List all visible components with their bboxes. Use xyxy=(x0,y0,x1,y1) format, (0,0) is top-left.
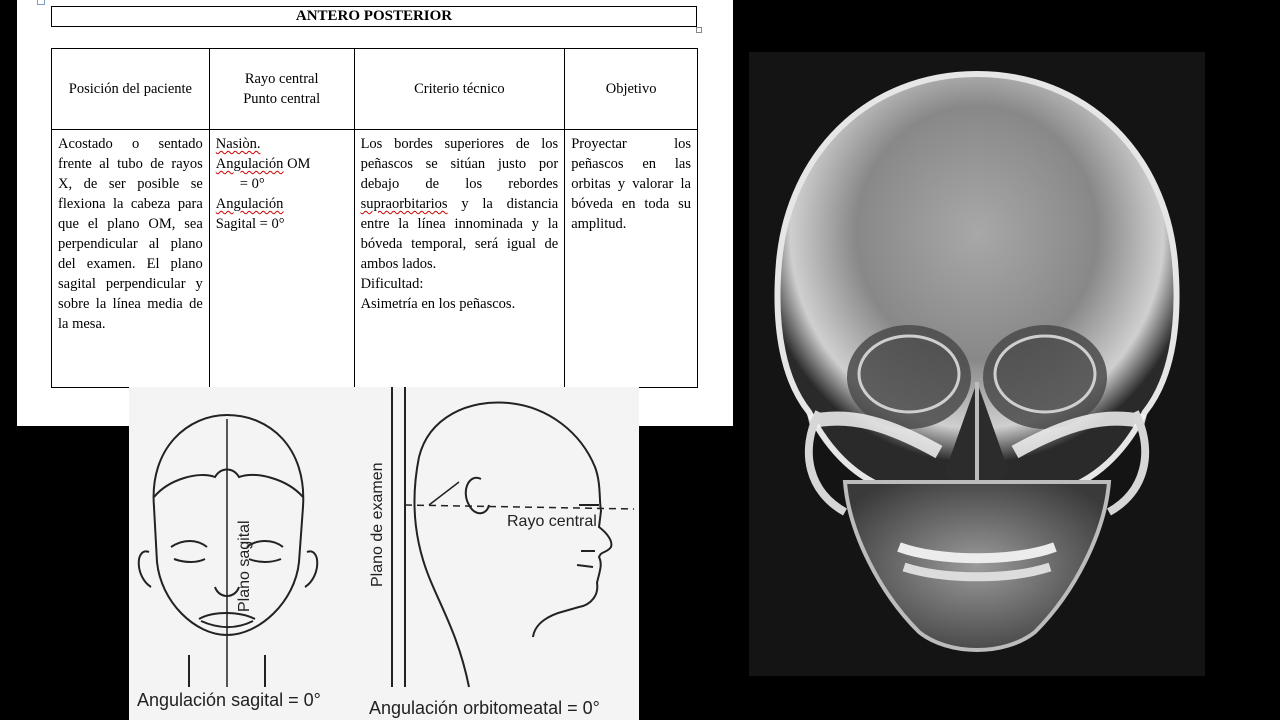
caption-angulacion-sagital: Angulación sagital = 0° xyxy=(137,690,321,710)
anchor-icon xyxy=(37,0,45,5)
header-rayo-line1: Rayo central xyxy=(244,71,319,87)
rayo-ang-om-rest: OM xyxy=(283,156,311,172)
skull-xray-image xyxy=(749,52,1205,676)
rayo-ang-sag-value: Sagital = 0° xyxy=(215,216,285,232)
resize-handle-icon[interactable] xyxy=(696,27,702,33)
table-row xyxy=(52,130,698,388)
caption-angulacion-orbitomeatal: Angulación orbitomeatal = 0° xyxy=(369,698,600,718)
rayo-ang-om-word: Angulación xyxy=(215,156,284,172)
criterio-post: y la distancia entre la línea innominada y la bóveda temporal, será igual de ambos lados. xyxy=(360,196,559,272)
positioning-diagram xyxy=(129,387,639,720)
cell-rayo-central xyxy=(209,130,354,388)
table-header-row xyxy=(52,49,698,130)
rayo-nasion: Nasiòn. xyxy=(215,136,261,152)
cell-objetivo: Proyectar los peñascos en las orbitas y valorar la bóveda en toda su amplitud. xyxy=(565,130,698,388)
header-rayo-line2: Punto central xyxy=(243,91,321,107)
rayo-ang-om-value: = 0° xyxy=(239,176,265,192)
rayo-ang-sag-word: Angulación xyxy=(215,196,284,212)
document-page xyxy=(17,0,733,426)
header-criterio: Criterio técnico xyxy=(354,49,565,130)
cell-posicion: Acostado o sentado frente al tubo de rayos X, de ser posible se flexiona la cabeza para que el plano OM, sea perpendicular al plano del examen. El plano sagital perpendicular y sobre la línea media de la mesa. xyxy=(52,130,210,388)
document-title: ANTERO POSTERIOR xyxy=(51,6,697,27)
skull-xray-drawing xyxy=(749,52,1205,676)
profile-head-icon xyxy=(414,402,611,687)
diagram-drawing xyxy=(129,387,639,720)
mandible-shape xyxy=(845,482,1109,650)
criterio-text xyxy=(361,134,559,274)
header-posicion: Posición del paciente xyxy=(52,49,210,130)
frontal-head-icon xyxy=(139,415,318,687)
header-objetivo: Objetivo xyxy=(565,49,698,130)
header-rayo-central xyxy=(209,49,354,130)
dificultad-label: Dificultad: xyxy=(360,276,424,292)
label-plano-examen: Plano de examen xyxy=(369,462,386,587)
label-plano-sagital: Plano sagital xyxy=(236,520,253,612)
criterio-pre: Los bordes superiores de los peñascos se sitúan justo por debajo de los rebordes xyxy=(360,136,559,192)
cell-criterio xyxy=(354,130,565,388)
dificultad-text: Asimetría en los peñascos. xyxy=(360,296,516,312)
label-rayo-central: Rayo central xyxy=(507,513,597,530)
criterio-word: supraorbitarios xyxy=(360,196,448,212)
procedure-table xyxy=(51,48,698,388)
central-ray-pointer xyxy=(429,482,459,505)
